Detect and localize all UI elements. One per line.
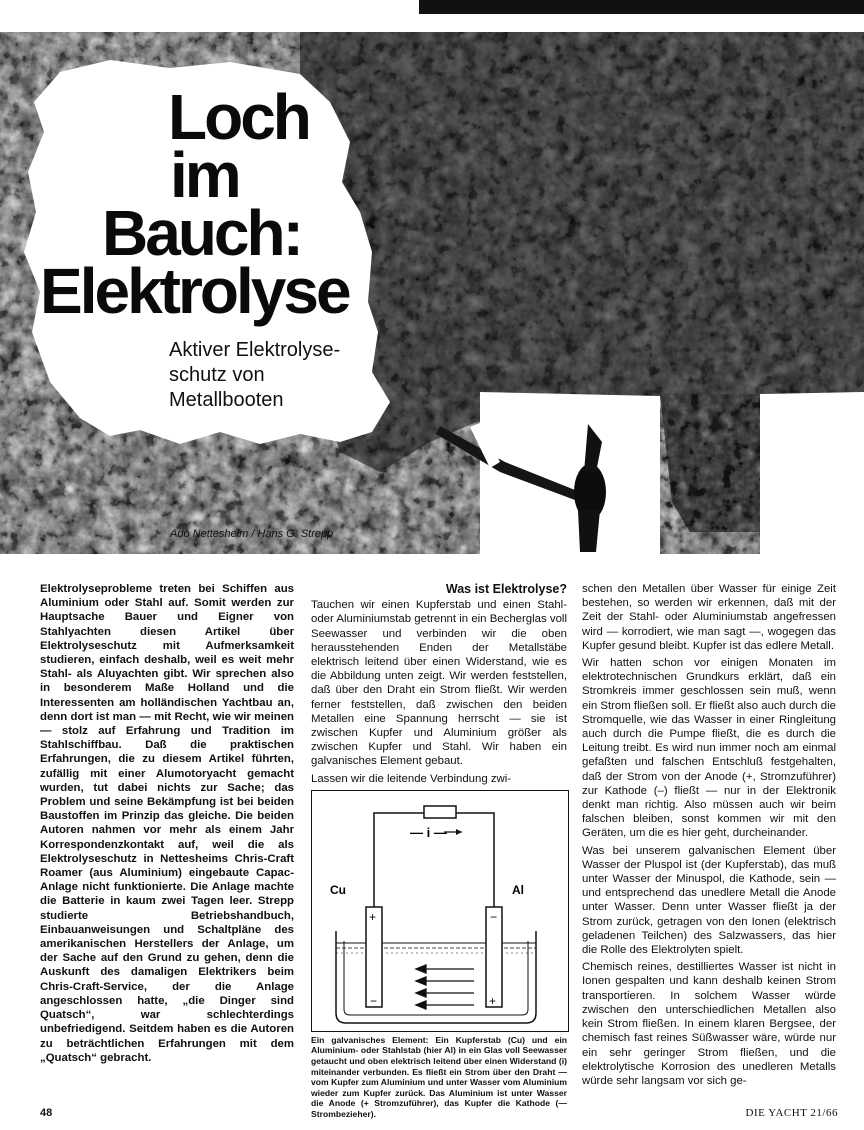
title-line-4: Elektrolyse <box>40 255 349 327</box>
subtitle-line: Metallbooten <box>169 389 284 411</box>
article-subtitle <box>169 338 340 413</box>
current-label: — i — <box>410 824 447 840</box>
column-3 <box>582 582 836 1091</box>
top-black-strip <box>419 0 864 14</box>
paragraph: Chemisch reines, destilliertes Wasser ist nicht in Ionen gespalten und kann deshalb keinen Strom transportieren. In solchem Wasser würde zwischen den unterschiedlichen Metallen also kein Strom fließen. In einem klaren Bergsee, der chemisch fast reines Süßwasser wäre, würde nur ein sehr geringer Strom fließen, und die elektrolytische Korrosion des unedleren Metalls würde sehr langsam vor sich ge- <box>582 961 836 1087</box>
paragraph: Was bei unserem galvanischen Element über Wasser der Pluspol ist (der Kupferstab), das muß unter Wasser der Minuspol, die Kathode, sein — und entsprechend das unedlere Metall die Anode unter Wasser. Denn unter Wasser fließt ja der Strom zurück, getragen von den Ionen (elektrisch geladenen Teilchen) des Salzwassers, das hier die Rolle des Elektrolyten spielt. <box>582 844 836 957</box>
svg-text:+: + <box>489 993 497 1008</box>
subtitle-line: Aktiver Elektrolyse- <box>169 339 341 361</box>
top-bar <box>0 0 864 14</box>
cu-label: Cu <box>330 882 346 897</box>
paragraph: Tauchen wir einen Kupferstab und einen Stahl- oder Aluminiumstab getrennt in ein Becherglas voll Seewasser und verbinden wir die oben herausstehenden Enden der Metallstäbe elektrisch leitend über einen Widerstand, wie es die Abbildung unten zeigt. Wir werden feststellen, daß über den Draht ein Strom fließt. Wir werden ferner feststellen, daß zwischen den beiden Metallen eine Spannung herrscht — sie ist zwischen Kupfer und Aluminium größer als zwischen Kupfer und Stahl. Wir haben ein galvanisches Element gebaut. <box>311 599 567 768</box>
column-1 <box>40 582 294 1068</box>
resistor <box>424 806 456 818</box>
figure-caption: Ein galvanisches Element: Ein Kupferstab (Cu) und ein Aluminium- oder Stahlstab (hier Al) in ein Glas voll Seewasser getaucht und oben elektrisch leitend über einen Widerstand (i) miteinander verbunden. Es fließt ein Strom über den Draht — vom Kupfer zum Aluminium und unter Wasser vom Aluminium wieder zum Kupfer zurück. Das Aluminium ist unter Wasser die Anode (+ Stromzuführer), das Kupfer die Kathode (— Strombezieher). <box>311 1034 567 1119</box>
paragraph: Lassen wir die leitende Verbindung zwi- <box>311 772 512 785</box>
intro-paragraph: Elektrolyseprobleme treten bei Schiffen aus Aluminium oder Stahl auf. Somit werden zur Hauptsache Bauer und Eigner von Stahlyachten diesen Artikel über Elektrolyseschutz mit Aufmerksamkeit studieren, einfach deshalb, weil es weit mehr Stahl- als Aluyachten gibt. Wir sprechen also in besonderem Maße Holland und die Interessenten am holländischen Yachtbau an, denn dort ist man — mit Recht, wie wir meinen — stolz auf Erfahrung und Tradition im Stahlschiffbau. Daß die praktischen Erfahrungen, die zu diesem Artikel führten, zufällig mit einer Alumotoryacht gemacht wurden, tut dabei nichts zur Sache; das Problem und seine Bekämpfung ist bei beiden Baustoffen im Prinzip das gleiche. Die beiden Autoren nahmen vor mehr als einem Jahr Korrespondenzkontakt auf, weil die als Elektrolyseschutz in Nettesheims Chris-Craft Roamer (aus Aluminium) eingebaute Capac-Anlage nicht funktionierte. Die Anlage machte die Batterie in kaum zwei Tagen leer. Strepp studierte Betriebshandbuch, Einbauanweisungen und Schaltpläne des amerikanischen Herstellers der Anlage, um der Sache auf den Grund zu gehen, denn die Auskunft des damaligen Elektrikers beim Chris-Craft-Service, der die Anlage angeschlossen hatte, „die Dinger sind Quatsch“, war schlechterdings unbefriedigend. Seitdem haben es die Autoren zu beträchtlichen Erfahrungen mit dem „Quatsch“ gebracht. <box>40 583 294 1064</box>
column-2 <box>311 582 567 1120</box>
al-label: Al <box>512 882 524 897</box>
paragraph: Wir hatten schon vor einigen Monaten im elektrotechnischen Grundkurs erklärt, daß ein Stromkreis immer geschlossen sein muß, wenn ein Strom fließen soll. Er fließt also auch durch die Stromquelle, wie das Wasser in einer Ringleitung auch durch die Pumpe fließt, die es durch die Leitung treibt. Es wird nun immer noch am einmal gefaßten und falschen Entschluß festgehalten, daß der Strom von der Anode (+, Stromzuführer) zur Kathode (–) fließt — nur in der Elektronik denkt man richtig. Also müssen auch wir beim falschen bleiben, sonst kommen wir mit den Geräten, um die es hier geht, durcheinander. <box>582 657 836 840</box>
svg-text:−: − <box>490 909 498 924</box>
page-number: 48 <box>40 1107 53 1119</box>
paragraph: schen den Metallen über Wasser für einige Zeit bestehen, so werden wir erkennen, daß mit der Zeit der Stahl- oder Aluminiumstab angefressen wird — korrodiert, wie man sagt —, wogegen das Kupfer gesund bleibt. Kupfer ist das edlere Metall. <box>582 583 836 652</box>
title-line-1: Loch <box>168 81 309 153</box>
article-title <box>40 81 349 327</box>
svg-text:−: − <box>370 993 378 1008</box>
title-line-3: Bauch: <box>102 197 301 269</box>
byline: Ado Nettesheim / Hans G. Strepp <box>170 528 334 540</box>
magazine-footer: DIE YACHT 21/66 <box>745 1107 838 1119</box>
galvanic-cell-figure <box>311 790 569 1032</box>
title-line-2: im <box>170 139 239 211</box>
section-heading: Was ist Elektrolyse? <box>445 582 567 596</box>
svg-text:+: + <box>369 909 377 924</box>
subtitle-line: schutz von <box>169 364 265 386</box>
